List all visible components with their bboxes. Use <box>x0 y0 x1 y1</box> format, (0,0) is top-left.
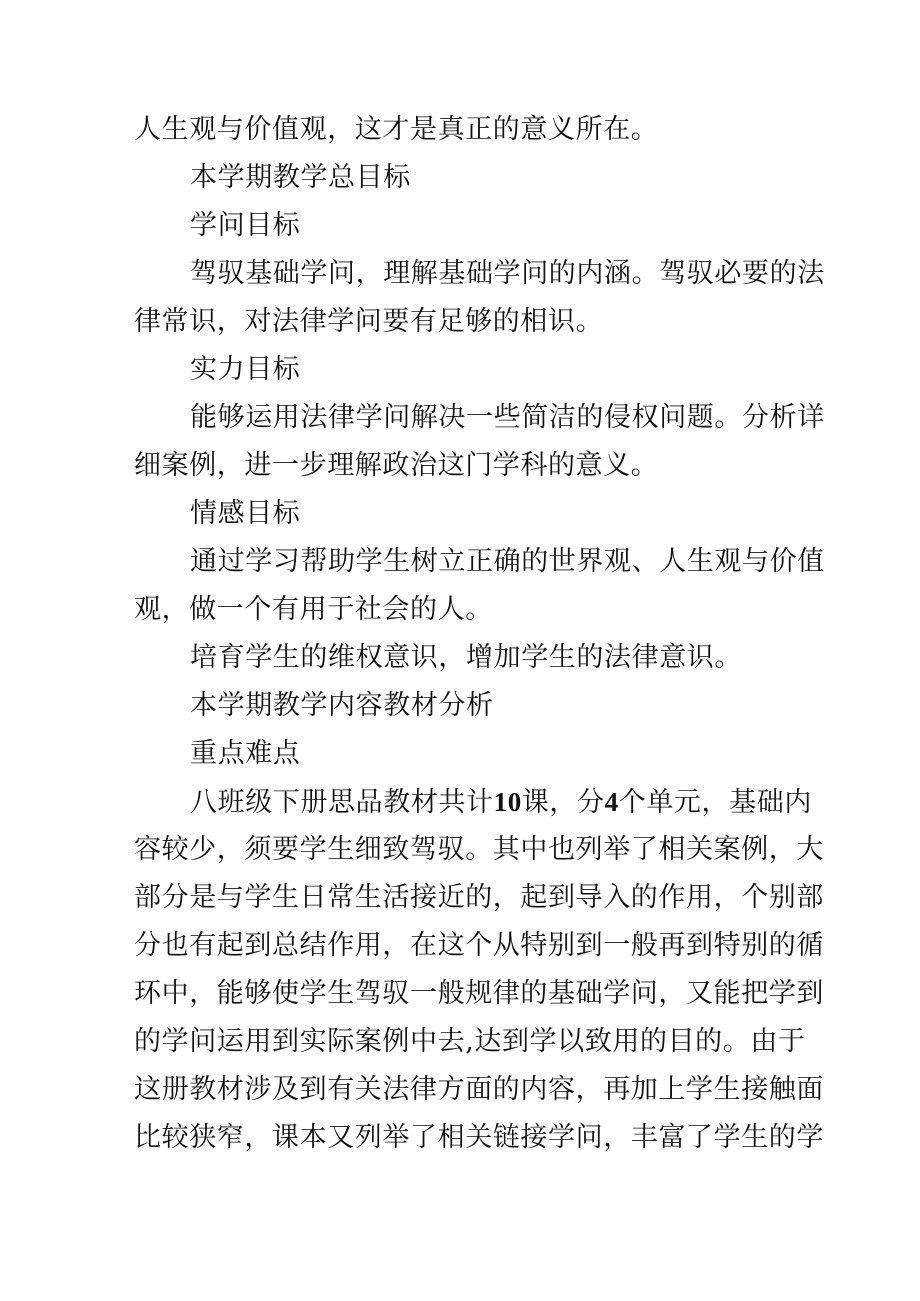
section-heading-semester-goals: 本学期教学总目标 <box>190 162 411 193</box>
subheading-key-difficulties: 重点难点 <box>190 738 301 769</box>
paragraph-line: 驾驭基础学问，理解基础学问的内涵。驾驭必要的法 <box>190 258 825 289</box>
paragraph-line: 律常识，对法律学问要有足够的相识。 <box>134 306 604 337</box>
subheading-emotion-goals: 情感目标 <box>190 498 301 529</box>
paragraph-line: 的学问运用到实际案例中去,达到学以致用的目的。由于 <box>134 1026 806 1057</box>
paragraph-line: 能够运用法律学问解决一些简洁的侵权问题。分析详 <box>190 402 825 433</box>
line-text: 个单元，基础内 <box>618 787 812 818</box>
document-body <box>134 106 825 1162</box>
lesson-count: 10 <box>493 787 522 817</box>
paragraph-line: 通过学习帮助学生树立正确的世界观、人生观与价值 <box>190 546 825 577</box>
paragraph-line: 容较少，须要学生细致驾驭。其中也列举了相关案例，大 <box>134 834 824 865</box>
unit-count: 4 <box>604 787 619 817</box>
subheading-ability-goals: 实力目标 <box>190 354 301 385</box>
line-text: 八班级下册思品教材共计 <box>190 787 494 818</box>
paragraph-line: 细案例，进一步理解政治这门学科的意义。 <box>134 450 659 481</box>
paragraph-line: 部分是与学生日常生活接近的，起到导入的作用，个别部 <box>134 882 824 913</box>
paragraph-line: 人生观与价值观，这才是真正的意义所在。 <box>134 114 659 145</box>
subheading-knowledge-goals: 学问目标 <box>190 210 301 241</box>
paragraph-line: 比较狭窄，课本又列举了相关链接学问，丰富了学生的学 <box>134 1122 824 1153</box>
section-heading-content-analysis: 本学期教学内容教材分析 <box>190 690 494 721</box>
paragraph-line: 这册教材涉及到有关法律方面的内容，再加上学生接触面 <box>134 1074 824 1105</box>
line-text: 课，分 <box>521 787 605 818</box>
paragraph-line <box>134 778 812 826</box>
paragraph-line: 分也有起到总结作用，在这个从特别到一般再到特别的循 <box>134 930 824 961</box>
paragraph-line: 环中，能够使学生驾驭一般规律的基础学问，又能把学到 <box>134 978 824 1009</box>
paragraph-line: 培育学生的维权意识，增加学生的法律意识。 <box>190 642 742 673</box>
paragraph-line: 观，做一个有用于社会的人。 <box>134 594 493 625</box>
